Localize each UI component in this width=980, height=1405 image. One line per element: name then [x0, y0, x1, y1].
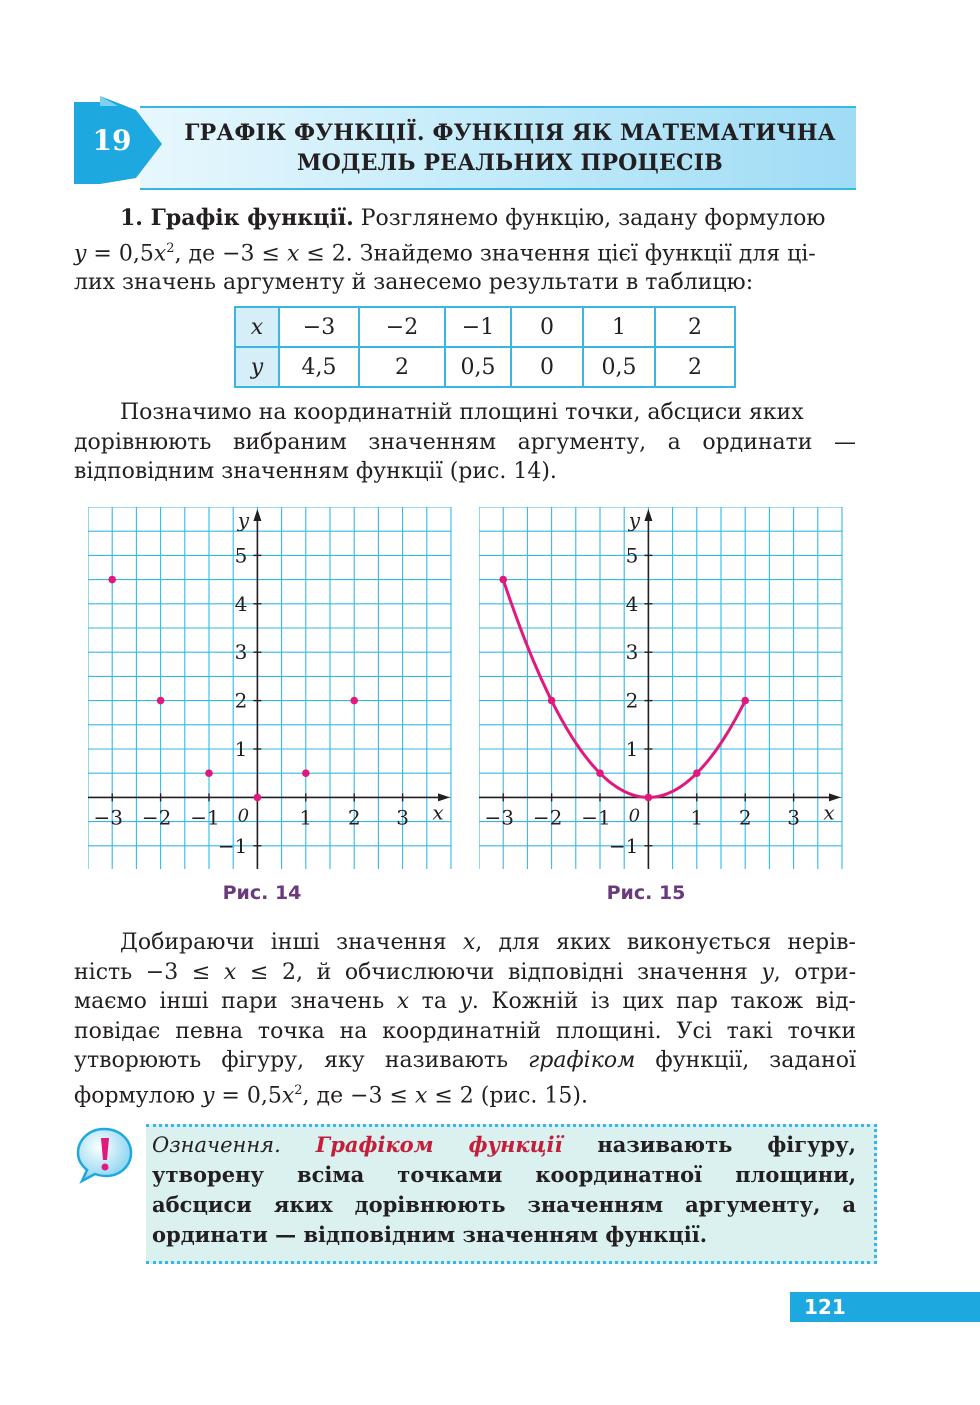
text-line: дорівнюють вибраним значенням аргументу, а ординати —	[74, 429, 856, 455]
x-tick-label: 2	[347, 805, 361, 830]
x-tick-label: −1	[190, 805, 220, 830]
data-point	[596, 769, 604, 777]
formula-text: = 0,5	[86, 240, 154, 266]
y-tick-label: 5	[234, 543, 248, 568]
table-cell: 2	[359, 347, 445, 387]
exclamation-bubble-icon	[76, 1126, 136, 1186]
definition-text	[152, 1130, 856, 1250]
y-axis-label: y	[237, 508, 250, 532]
intro-text: лих значень аргументу й занесемо результати в таблицю:	[74, 270, 754, 296]
var-x: x	[153, 240, 167, 266]
section-title-line2: МОДЕЛЬ РЕАЛЬНИХ ПРОЦЕСІВ	[297, 150, 723, 176]
x-tick-label: 1	[299, 805, 313, 830]
var-x: x	[286, 240, 300, 266]
y-axis-arrow	[644, 509, 652, 521]
y-tick-label: 2	[625, 688, 639, 713]
x-axis-label: x	[432, 800, 444, 825]
var-y: y	[459, 989, 472, 1014]
table-cell: −3	[279, 307, 359, 347]
table-cell: 0	[511, 347, 583, 387]
paragraph-2	[74, 398, 856, 487]
var-x: x	[414, 1082, 428, 1108]
data-point	[108, 576, 116, 584]
text: та	[409, 989, 460, 1014]
y-tick-label: 2	[234, 688, 248, 713]
section-title	[170, 118, 850, 178]
table-row-x	[235, 307, 735, 347]
exponent: 2	[294, 1082, 303, 1098]
table-cell: 4,5	[279, 347, 359, 387]
text: = 0,5	[214, 1082, 282, 1108]
section-title-line1: ГРАФІК ФУНКЦІЇ. ФУНКЦІЯ ЯК МАТЕМАТИЧНА	[184, 120, 836, 146]
data-point	[157, 697, 165, 705]
y-tick-label: 3	[625, 640, 639, 665]
section-number: 19	[92, 123, 132, 157]
var-y: y	[201, 1082, 215, 1108]
y-tick-label: 4	[234, 591, 248, 616]
intro-paragraph	[74, 204, 856, 298]
page-number: 121	[790, 1292, 980, 1322]
table-cell: 2	[655, 347, 735, 387]
values-table	[234, 306, 736, 388]
var-y: y	[74, 240, 87, 266]
origin-label: 0	[237, 805, 250, 827]
table-header-y: y	[235, 347, 279, 387]
text-line: відповідним значенням функції (рис. 14).	[74, 459, 557, 484]
x-tick-label: −3	[93, 805, 123, 830]
definition-body: називають фігуру, утворену всіма точками координатної площини, абсциси яких дорівнюють значенням аргументу, а ординати — відповідним значенням функції.	[152, 1132, 856, 1247]
figure-14-caption: Рис. 14	[222, 882, 302, 904]
data-point	[645, 794, 653, 802]
figure-14-scatter-chart	[88, 507, 452, 869]
text: ність −3 ≤	[74, 959, 224, 985]
exponent: 2	[166, 240, 175, 256]
text-line: Позначимо на координатній площині точки, абсциси яких	[120, 400, 804, 425]
definition-label: Означення.	[152, 1133, 281, 1157]
figure-15-line-chart	[479, 507, 843, 869]
var-y: y	[761, 959, 774, 985]
text: , для яких виконується нерів-	[475, 930, 856, 955]
data-point	[741, 697, 749, 705]
x-tick-label: 2	[738, 805, 752, 830]
paragraph-3	[74, 928, 856, 1110]
intro-text: , де −3 ≤	[174, 240, 287, 266]
text: повідає певна точка на координатній площині. Усі такі точки	[74, 1018, 856, 1044]
x-tick-label: 1	[690, 805, 704, 830]
y-tick-label: 4	[625, 591, 639, 616]
figure-15-caption: Рис. 15	[606, 882, 686, 904]
origin-label: 0	[628, 805, 641, 827]
x-tick-label: −3	[484, 805, 514, 830]
x-tick-label: 3	[787, 805, 800, 830]
data-point	[350, 697, 358, 705]
y-axis-arrow	[253, 509, 261, 521]
intro-text: ≤ 2. Знайдемо значення цієї функції для ці-	[299, 240, 816, 266]
x-tick-label: −2	[141, 805, 172, 830]
data-point	[254, 794, 262, 802]
x-axis-label: x	[823, 800, 835, 825]
y-tick-label: 1	[234, 737, 248, 761]
term-italic: графіком	[528, 1048, 636, 1073]
y-tick-label: −1	[608, 833, 639, 858]
var-x: x	[462, 930, 476, 955]
table-cell: 0	[511, 307, 583, 347]
text: , де −3 ≤	[302, 1082, 415, 1108]
data-point	[499, 576, 507, 584]
y-tick-label: −1	[217, 833, 248, 858]
data-point	[548, 697, 556, 705]
table-header-x: x	[235, 307, 279, 347]
y-tick-label: 5	[625, 543, 639, 568]
table-row-y	[235, 347, 735, 387]
text: Добираючи інші значення	[120, 930, 463, 955]
y-axis-label: y	[628, 508, 641, 532]
data-point	[205, 769, 213, 777]
var-x: x	[396, 989, 410, 1014]
data-point	[693, 769, 701, 777]
table-cell: −1	[445, 307, 511, 347]
x-tick-label: 3	[396, 805, 409, 830]
text: маємо інші пари значень	[74, 989, 397, 1014]
y-tick-label: 1	[625, 737, 639, 761]
intro-text: Розглянемо функцію, задану формулою	[353, 206, 826, 231]
x-tick-label: −2	[532, 805, 563, 830]
text: утворюють фігуру, яку називають	[74, 1048, 529, 1073]
subsection-heading: 1. Графік функції.	[120, 205, 354, 231]
table-cell: 0,5	[583, 347, 655, 387]
table-cell: 1	[583, 307, 655, 347]
text: , отри-	[773, 959, 857, 985]
definition-term: Графіком функції	[315, 1132, 563, 1157]
var-x: x	[281, 1082, 295, 1108]
table-cell: 0,5	[445, 347, 511, 387]
text: формулою	[74, 1082, 202, 1108]
var-x: x	[223, 959, 237, 985]
text: . Кожній із цих пар також від-	[471, 989, 856, 1014]
text: ≤ 2, й обчислюючи відповідні значення	[236, 959, 762, 985]
x-tick-label: −1	[581, 805, 611, 830]
y-tick-label: 3	[234, 640, 248, 665]
table-cell: 2	[655, 307, 735, 347]
text: функції, заданої	[635, 1048, 856, 1073]
table-cell: −2	[359, 307, 445, 347]
text: ≤ 2 (рис. 15).	[427, 1082, 588, 1108]
data-point	[302, 769, 310, 777]
